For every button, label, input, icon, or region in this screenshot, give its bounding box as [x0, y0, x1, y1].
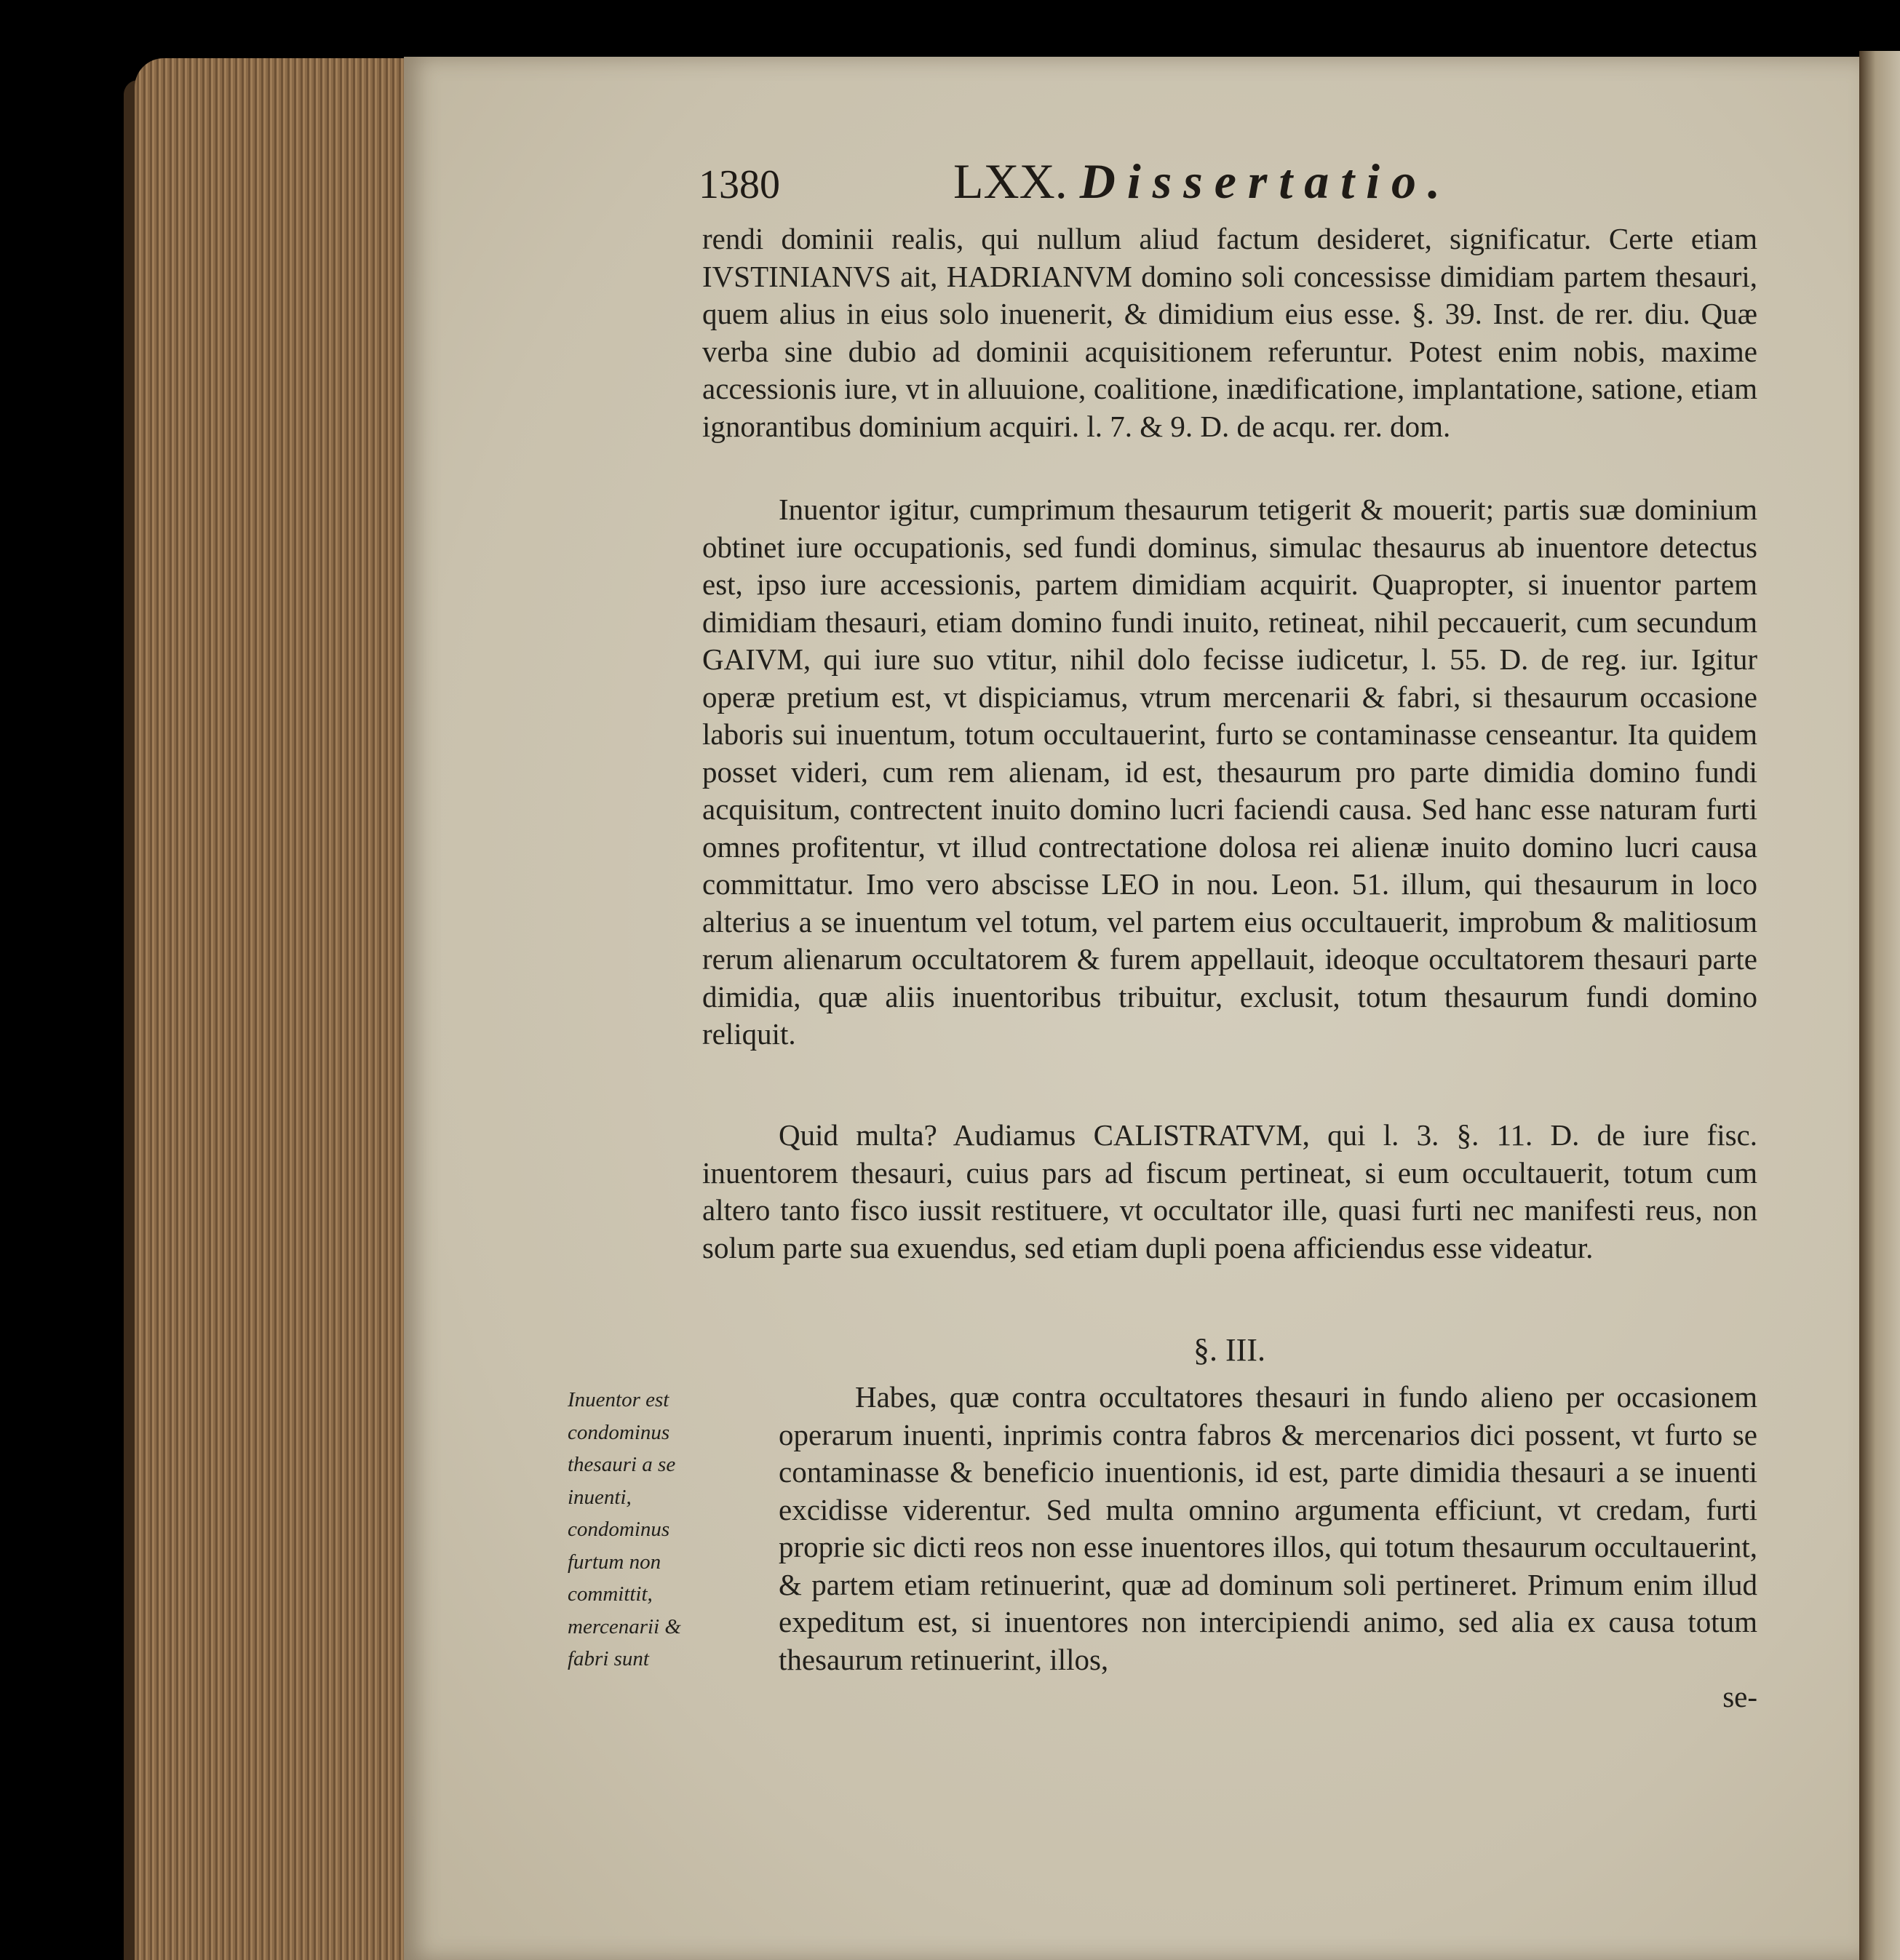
paragraph-1-text: rendi dominii realis, qui nullum aliud factum desideret, significatur. Certe etiam IVSTINIANVS ait, HADRIANVM domino soli concessisse dimidiam partem thesauri, quem alius in eius solo inuenerit, & dimidium eius esse. §. 39. Inst. de rer. diu. Quæ verba sine dubio ad dominii acquisitionem referuntur. Potest enim nobis, maxime accessionis iure, vt in alluuione, coalitione, inædificatione, implantatione, satione, etiam ignorantibus dominium acquiri. l. 7. & 9. D. de acqu. rer. dom. [702, 222, 1757, 443]
running-title-word: Dissertatio. [1079, 154, 1452, 209]
running-title [953, 153, 1452, 210]
paragraph-4-text: Habes, quæ contra occultatores thesauri in fundo alieno per occasionem operarum inuenti, inprimis contra fabros & mercenarios dici possent, vt furto se contaminasse & beneficio inuentionis, id est, parte dimidia thesauri a se inuenti excidisse viderentur. Sed multa omnino argumenta efficiunt, vt credam, furti proprie sic dicti reos non esse inuentores illos, qui totum thesaurum occultauerint, & partem etiam retinuerint, quæ ad dominum soli pertineret. Primum enim illud expeditum est, si inuentores non intercipiendi animo, sed alia ex causa totum thesaurum retinuerint, illos, [779, 1380, 1757, 1676]
paragraph-2-text: Inuentor igitur, cumprimum thesaurum tetigerit & mouerit; partis suæ dominium obtinet iure occupationis, sed fundi dominus, simulac thesaurus ab inuentore detectus est, ipso iure accessionis, partem dimidiam acquirit. Quapropter, si inuentor partem dimidiam thesauri, etiam domino fundi inuito, retineat, nihil peccauerit, cum secundum GAIVM, qui iure suo vtitur, nihil dolo fecisse iudicetur, l. 55. D. de reg. iur. Igitur operæ pretium est, vt dispiciamus, vtrum mercenarii & fabri, si thesaurum occasione laboris sui inuentum, totum occultauerint, furto se contaminasse censeantur. Ita quidem posset videri, cum rem alienam, id est, thesaurum pro parte dimidia domino fundi acquisitum, contrectent inuito domino lucri faciendi causa. Sed hanc esse naturam furti omnes profitentur, vt illud contrectatione dolosa rei alienæ inuito domino lucri causa committatur. Imo vero abscisse LEO in nou. Leon. 51. illum, qui thesaurum in loco alterius a se inuentum vel totum, vel partem eius occultauerit, improbum & malitiosum rerum alienarum occultatorem & furem appellauit, ideoque occultatorem thesauri parte dimidia, quæ aliis inuentoribus tribuitur, exclusit, totum thesaurum fundi domino reliquit. [702, 493, 1757, 1051]
running-title-roman: LXX. [953, 154, 1068, 209]
page-number: 1380 [699, 162, 780, 207]
paragraph-3 [702, 1117, 1757, 1267]
catchword: se- [1722, 1680, 1757, 1713]
paragraph-2 [702, 491, 1757, 1053]
section-heading: §. III. [1193, 1332, 1265, 1368]
paragraph-4 [779, 1379, 1757, 1716]
page-edges [135, 58, 408, 1960]
next-page-edge [1859, 51, 1900, 1960]
margin-note: Inuentor est condominus thesauri a se inuenti, condominus furtum non committit, mercenarii & fabri sunt [568, 1388, 681, 1670]
paragraph-1 [702, 220, 1757, 445]
paragraph-3-text: Quid multa? Audiamus CALISTRATVM, qui l. 3. §. 11. D. de iure fisc. inuentorem thesauri, cuius pars ad fiscum pertineat, si eum occultauerit, totum cum altero tanto fisco iussit restituere, vt occultator ille, quasi furti nec manifesti reus, non solum parte sua exuendus, sed etiam dupli poena afficiendus esse videatur. [702, 1118, 1757, 1264]
